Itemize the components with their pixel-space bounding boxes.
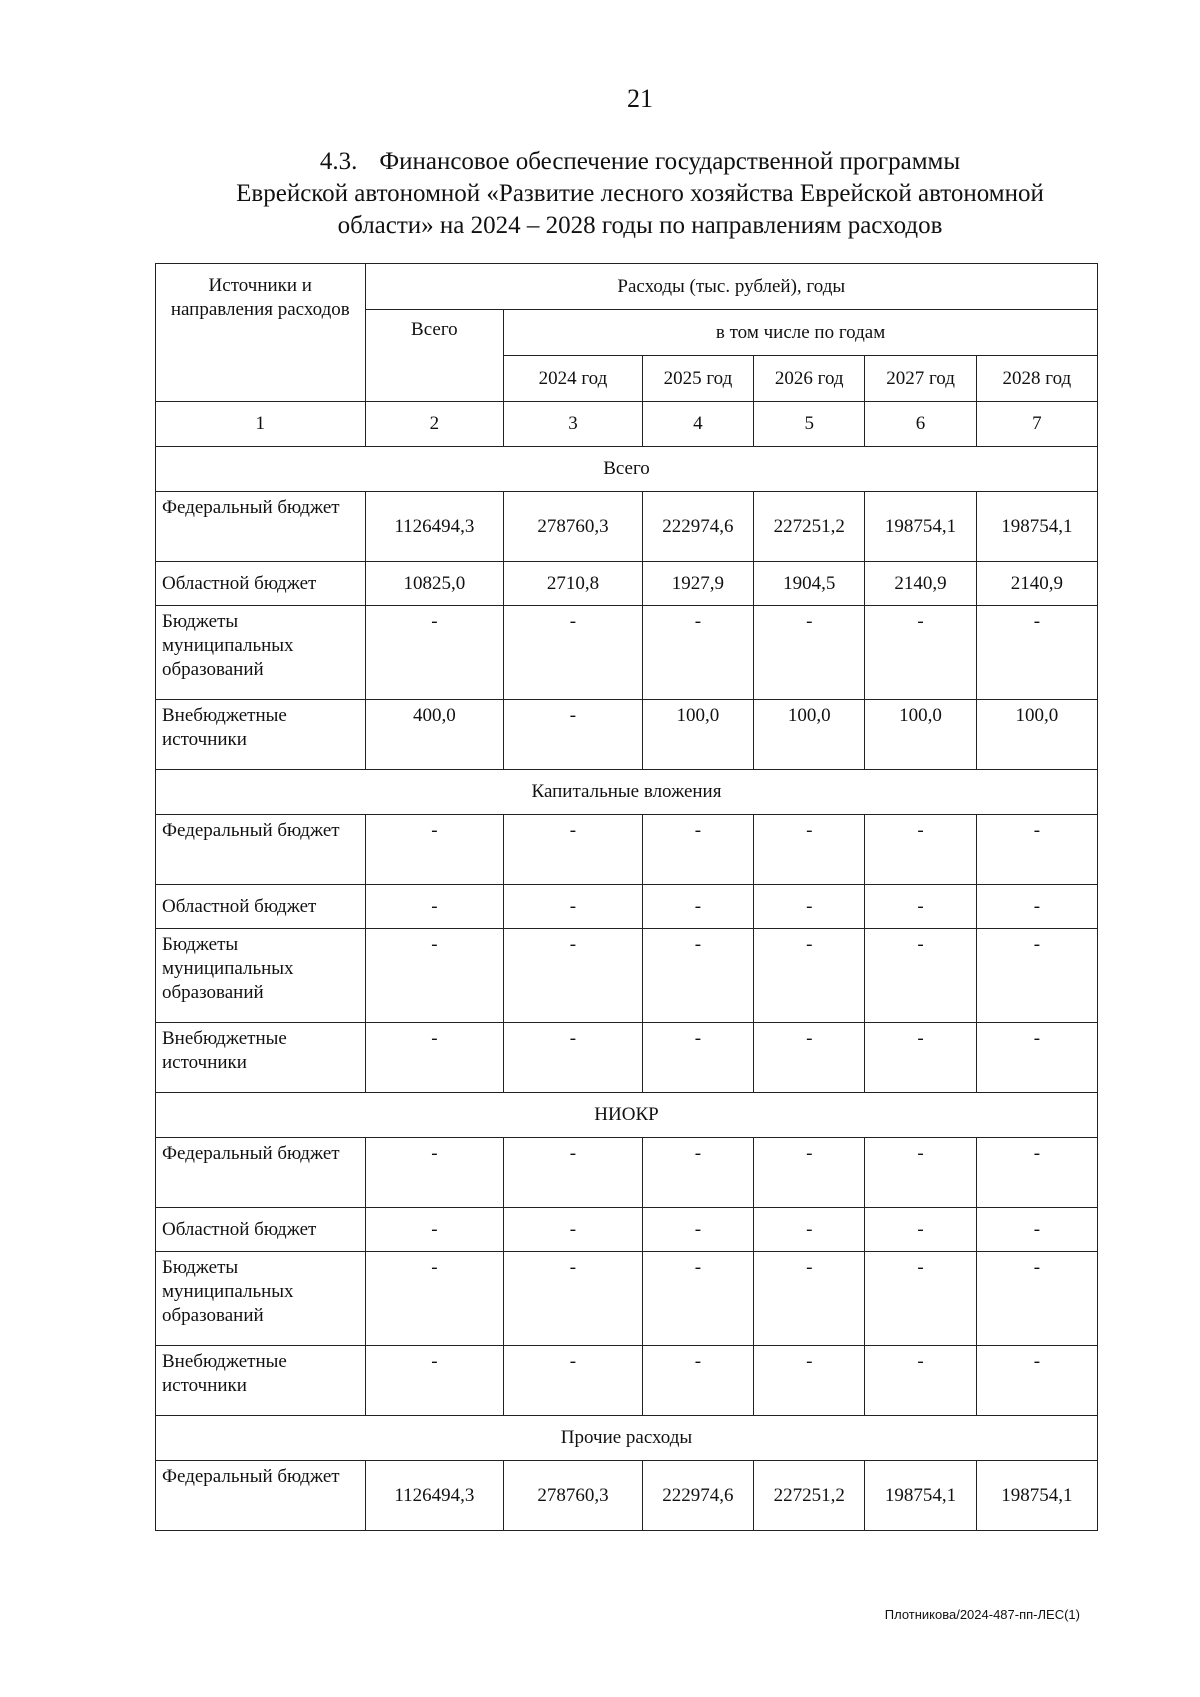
document-footer-code: Плотникова/2024-487-пп-ЛЕС(1) [884,1607,1080,1622]
header-year: 2024 год [504,356,643,402]
value-cell: - [976,1138,1097,1208]
value-cell: - [976,885,1097,929]
value-cell: - [642,1252,753,1346]
value-cell: - [754,885,865,929]
section-row [156,447,1098,492]
value-cell: - [504,929,643,1023]
value-cell: - [865,1023,976,1093]
section-number: 4.3. [319,148,358,175]
value-cell: 100,0 [865,700,976,770]
column-number: 4 [642,402,753,447]
value-cell: - [504,1346,643,1416]
header-year: 2027 год [865,356,976,402]
value-cell: - [754,1023,865,1093]
row-label: Бюджеты муниципальных образований [156,1252,366,1346]
table-row [156,1461,1098,1531]
row-label: Внебюджетные источники [156,700,366,770]
header-sources: Источники и направления расходов [156,264,366,402]
value-cell: - [365,1138,504,1208]
value-cell: 100,0 [642,700,753,770]
value-cell: - [754,1346,865,1416]
header-by-years: в том числе по годам [504,310,1098,356]
value-cell: - [504,815,643,885]
table-header [156,264,1098,447]
value-cell: - [754,1208,865,1252]
value-cell: - [754,1138,865,1208]
row-label: Внебюджетные источники [156,1346,366,1416]
table-row [156,885,1098,929]
value-cell: - [642,929,753,1023]
value-cell: - [976,815,1097,885]
row-label: Федеральный бюджет [156,492,366,562]
table-row [156,1252,1098,1346]
value-cell: - [865,815,976,885]
value-cell: - [642,1208,753,1252]
value-cell: 198754,1 [976,492,1097,562]
value-cell: - [365,815,504,885]
value-cell: - [365,606,504,700]
title-line-3: области» на 2024 – 2028 годы по направлениям расходов [337,212,943,239]
row-label: Областной бюджет [156,1208,366,1252]
section-title: НИОКР [156,1093,1098,1138]
value-cell: - [642,885,753,929]
value-cell: 198754,1 [865,1461,976,1531]
financing-table [155,263,1098,1531]
section-title: Всего [156,447,1098,492]
value-cell: - [976,1252,1097,1346]
value-cell: - [865,1252,976,1346]
value-cell: 278760,3 [504,1461,643,1531]
document-title [150,146,1130,242]
value-cell: - [365,1208,504,1252]
table-row [156,562,1098,606]
value-cell: 10825,0 [365,562,504,606]
value-cell: 100,0 [976,700,1097,770]
header-expenses: Расходы (тыс. рублей), годы [365,264,1097,310]
value-cell: 2140,9 [865,562,976,606]
table-row [156,815,1098,885]
column-number: 6 [865,402,976,447]
value-cell: 2710,8 [504,562,643,606]
value-cell: - [642,1023,753,1093]
section-row [156,1093,1098,1138]
table-row [156,1208,1098,1252]
section-title: Капитальные вложения [156,770,1098,815]
value-cell: 227251,2 [754,1461,865,1531]
table-row [156,929,1098,1023]
title-line-2: Еврейской автономной «Развитие лесного хозяйства Еврейской автономной [236,180,1044,207]
column-number: 7 [976,402,1097,447]
value-cell: - [976,1023,1097,1093]
header-year: 2028 год [976,356,1097,402]
table-row [156,606,1098,700]
value-cell: - [754,606,865,700]
value-cell: - [754,815,865,885]
value-cell: 100,0 [754,700,865,770]
value-cell: 400,0 [365,700,504,770]
value-cell: - [504,1023,643,1093]
value-cell: - [865,606,976,700]
value-cell: - [865,1346,976,1416]
section-row [156,1416,1098,1461]
header-year: 2026 год [754,356,865,402]
value-cell: - [642,606,753,700]
value-cell: - [365,885,504,929]
row-label: Федеральный бюджет [156,815,366,885]
row-label: Федеральный бюджет [156,1138,366,1208]
value-cell: 1904,5 [754,562,865,606]
value-cell: - [642,1346,753,1416]
column-number: 3 [504,402,643,447]
table-row [156,1138,1098,1208]
value-cell: - [504,606,643,700]
value-cell: 198754,1 [976,1461,1097,1531]
header-year: 2025 год [642,356,753,402]
page-number: 21 [627,84,653,113]
value-cell: - [504,1208,643,1252]
value-cell: - [504,1138,643,1208]
value-cell: - [754,929,865,1023]
value-cell: - [865,929,976,1023]
value-cell: - [865,1208,976,1252]
value-cell: - [365,929,504,1023]
value-cell: - [642,815,753,885]
section-row [156,770,1098,815]
value-cell: - [365,1023,504,1093]
value-cell: - [976,929,1097,1023]
table-row [156,1346,1098,1416]
value-cell: 222974,6 [642,1461,753,1531]
value-cell: - [504,700,643,770]
column-number: 1 [156,402,366,447]
row-label: Областной бюджет [156,562,366,606]
row-label: Бюджеты муниципальных образований [156,929,366,1023]
row-label: Внебюджетные источники [156,1023,366,1093]
value-cell: - [504,885,643,929]
value-cell: 198754,1 [865,492,976,562]
header-total: Всего [365,310,504,402]
table-body [156,447,1098,1531]
value-cell: - [365,1252,504,1346]
value-cell: 1126494,3 [365,492,504,562]
value-cell: - [865,885,976,929]
value-cell: - [642,1138,753,1208]
table-row [156,700,1098,770]
row-label: Областной бюджет [156,885,366,929]
value-cell: 222974,6 [642,492,753,562]
column-number: 2 [365,402,504,447]
value-cell: - [976,1346,1097,1416]
column-number: 5 [754,402,865,447]
value-cell: - [754,1252,865,1346]
value-cell: - [976,1208,1097,1252]
value-cell: - [365,1346,504,1416]
row-label: Бюджеты муниципальных образований [156,606,366,700]
value-cell: 1126494,3 [365,1461,504,1531]
value-cell: 2140,9 [976,562,1097,606]
table-row [156,1023,1098,1093]
value-cell: 227251,2 [754,492,865,562]
value-cell: 278760,3 [504,492,643,562]
value-cell: - [865,1138,976,1208]
value-cell: - [976,606,1097,700]
row-label: Федеральный бюджет [156,1461,366,1531]
section-title: Прочие расходы [156,1416,1098,1461]
title-line-1: 4.3. Финансовое обеспечение государственной программы [319,148,961,175]
table-row [156,492,1098,562]
value-cell: 1927,9 [642,562,753,606]
value-cell: - [504,1252,643,1346]
